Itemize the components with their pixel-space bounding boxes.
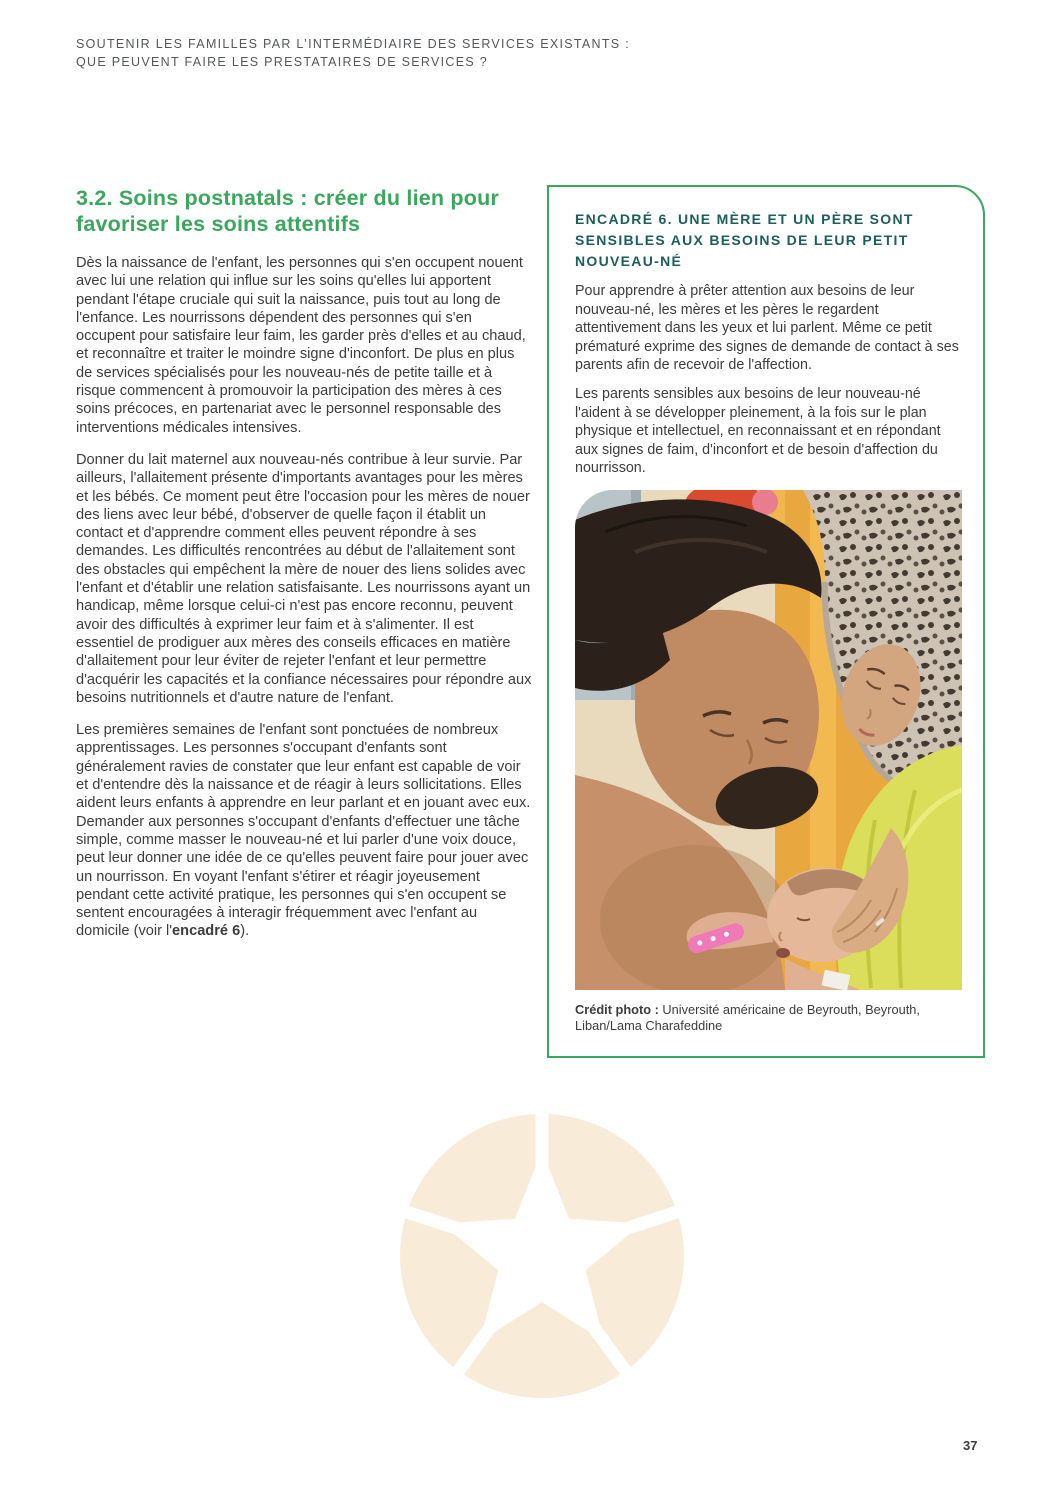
encadre-reference: encadré 6: [172, 923, 241, 940]
running-header-line2: QUE PEUVENT FAIRE LES PRESTATAIRES DE SERVICES ?: [76, 54, 489, 69]
main-article: [76, 186, 534, 941]
encadre-paragraph-1: Pour apprendre à prêter attention aux besoins de leur nouveau-né, les mères et les pères le regardent attentivement dans les yeux et lui parlent. Même ce petit prématuré exprime des signes de demande de contact à ses parents afin de recevoir de l'affection.: [575, 283, 959, 374]
article-paragraph-3: [76, 721, 534, 941]
article-paragraph-1: Dès la naissance de l'enfant, les personnes qui s'en occupent nouent avec lui une relation qui influe sur les soins qu'elles lui apportent pendant l'étape cruciale qui suit la naissance, puis tout au long de l'enfance. Les nourrissons dépendent des personnes qui s'en occupent pour satisfaire leur faim, les garder près d'elles et au chaud, et reconnaître et traiter le moindre signe d'inconfort. De plus en plus de services spécialisés pour les nouveau-nés de petite taille et à risque commencent à promouvoir la participation des mères à ces soins précoces, en partenariat avec le personnel responsable des interventions médicales intensives.: [76, 255, 526, 436]
running-header: [76, 36, 716, 71]
paragraph-text: Les premières semaines de l'enfant sont ponctuées de nombreux apprentissages. Les personnes s'occupant d'enfants sont généralement ravies de constater que leur enfant est capable de voir et d'entendre dès la naissance et de réagir à leurs sollicitations. Elles aident leurs enfants à apprendre en leur parlant et en jouant avec eux. Demander aux personnes s'occupant d'enfants d'effectuer une tâche simple, comme masser le nouveau-né et lui parler d'une voix douce, peut leur donner une idée de ce qu'elles peuvent faire pour jouer avec un nourrisson. En voyant l'enfant s'étirer et réagir joyeusement pendant cette activité pratique, les personnes qui s'en occupent se sentent encouragées à interagir fréquemment avec l'enfant au domicile (voir l': [76, 722, 531, 940]
nurturing-care-logo: [397, 1111, 687, 1401]
photo-illustration: [575, 490, 962, 990]
article-paragraph-2: Donner du lait maternel aux nouveau-nés contribue à leur survie. Par ailleurs, l'allaitement présente d'importants avantages pour les mères et les bébés. Ce moment peut être l'occasion pour les mères de nouer des liens avec leur bébé, d'observer de quelle façon il établit un contact et d'apprendre comment elles peuvent répondre à ses demandes. Les difficultés rencontrées au début de l'allaitement sont des obstacles qui empêchent la mère de nouer des liens solides avec l'enfant et d'établir une relation satisfaisante. Les nourrissons ayant un handicap, même lorsque celui-ci n'est pas encore reconnu, peuvent avoir des difficultés à exprimer leur faim et à s'alimenter. Il est essentiel de prodiguer aux mères des conseils efficaces en matière d'allaitement pour leur éviter de rejeter l'enfant et leur permettre d'acquérir les capacités et la confiance nécessaires pour répondre aux besoins nutritionnels et d'autre nature de l'enfant.: [76, 451, 532, 706]
photo-credit-label: Crédit photo :: [575, 1001, 659, 1017]
encadre-title: ENCADRÉ 6. UNE MÈRE ET UN PÈRE SONT SENSIBLES AUX BESOINS DE LEUR PETIT NOUVEAU-NÉ: [575, 211, 914, 269]
page-number: 37: [963, 1438, 978, 1453]
photo-credit: [575, 1002, 960, 1035]
section-heading: 3.2. Soins postnatals : créer du lien pour favoriser les soins attentifs: [76, 186, 499, 236]
photo-credit-text: Université américaine de Beyrouth, Beyrouth, Liban/Lama Charafeddine: [575, 1001, 920, 1034]
parents-newborn-photo: [575, 490, 962, 990]
encadre-box: [547, 185, 985, 1058]
paragraph-text: ).: [240, 923, 250, 940]
star-circle-icon: [397, 1111, 687, 1401]
running-header-line1: SOUTENIR LES FAMILLES PAR L’INTERMÉDIAIRE DES SERVICES EXISTANTS :: [76, 37, 630, 51]
encadre-paragraph-2: Les parents sensibles aux besoins de leur nouveau-né l'aident à se développer pleinement, à la fois sur le plan physique et intellectuel, en reconnaissant et en répondant aux signes de faim, d'inconfort et de besoin d'affection du nourrisson.: [575, 385, 941, 477]
